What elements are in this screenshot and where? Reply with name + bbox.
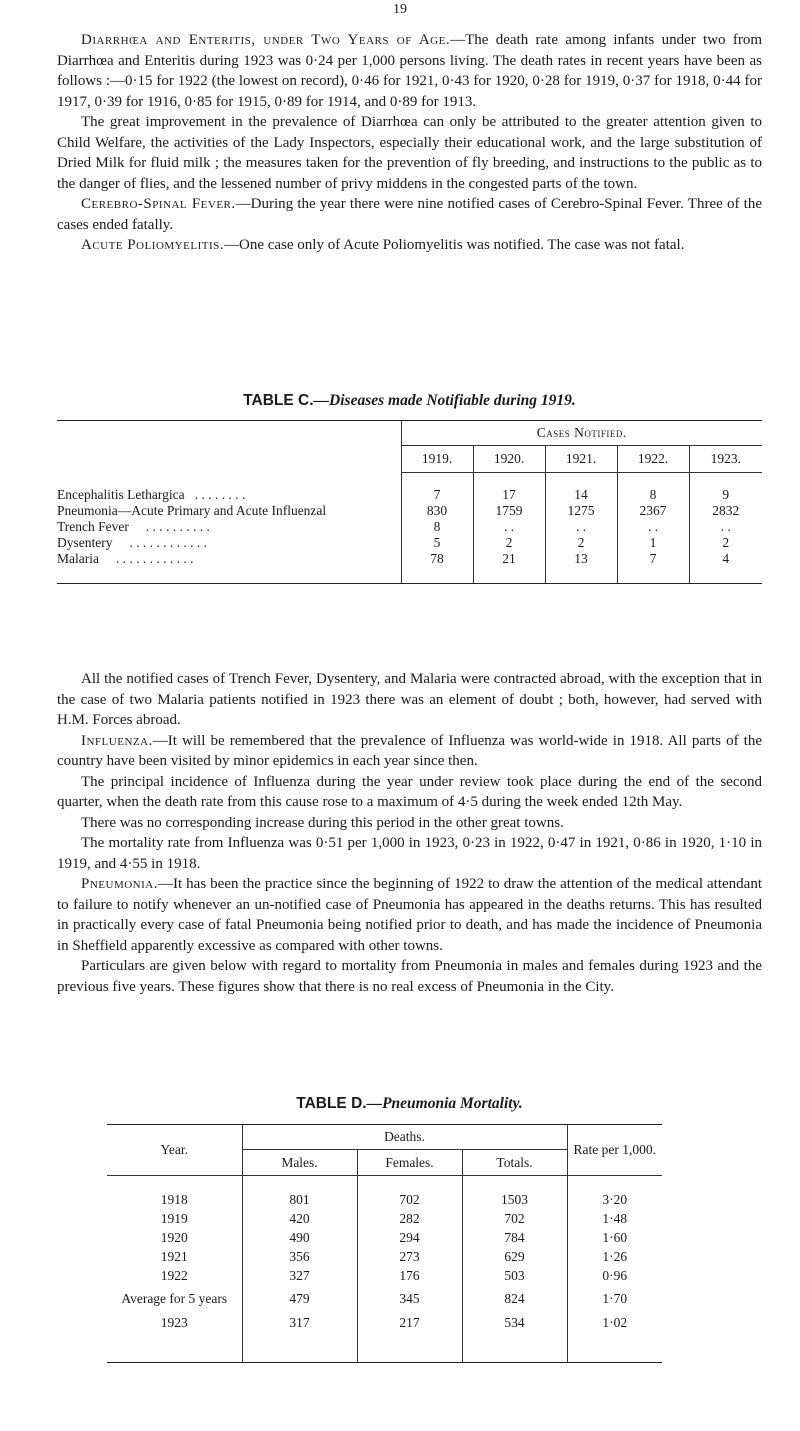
- table-cell: 21: [473, 551, 545, 567]
- table-cell: 830: [401, 503, 473, 519]
- table-cell: 356: [242, 1247, 357, 1266]
- year-cell: 1918: [160, 1191, 188, 1207]
- table-cell: 1·70: [567, 1285, 662, 1313]
- paragraph-influenza: Influenza.—It will be remembered that the prevalence of Influenza was world-wide in 1918. All parts of the country have been visited by minor epidemics in each year since then.: [57, 732, 762, 769]
- table-cell: 17: [473, 487, 545, 503]
- section-heading-influenza: Influenza.: [81, 732, 153, 749]
- year-header: 1922.: [617, 446, 689, 473]
- table-row: [107, 1228, 662, 1247]
- table-cell: . .: [617, 519, 689, 535]
- table-cell: 327: [242, 1266, 357, 1285]
- table-d-caption: TABLE D.—Pneumonia Mortality.: [296, 1095, 523, 1112]
- table-cell: 217: [357, 1313, 462, 1332]
- females-column-header: Females.: [357, 1150, 462, 1176]
- rate-column-header: Rate per 1,000.: [567, 1125, 662, 1176]
- table-cell: 2: [545, 535, 617, 551]
- table-cell: 317: [242, 1313, 357, 1332]
- page-number: 19: [393, 2, 407, 17]
- paragraph-notified-abroad: All the notified cases of Trench Fever, Dysentery, and Malaria were contracted abroad, with the exception that in the case of two Malaria patients notified in 1923 there was an element of doubt ; both, however, had served with H.M. Forces abroad.: [57, 671, 762, 728]
- paragraph-improvement: The great improvement in the prevalence of Diarrhœa can only be attributed to the greater attention given to Child Welfare, the activities of the Lady Inspectors, especially their educational work, and the large substitution of Dried Milk for fluid milk ; the measures taken for the prevention of fly breeding, and instructions to the public as to the danger of flies, and the lessened number of privy middens in the congested parts of the town.: [57, 114, 762, 192]
- row-label: Trench Fever: [57, 518, 129, 534]
- table-cell: . .: [689, 519, 762, 535]
- year-cell: Average for 5 years: [121, 1291, 228, 1306]
- year-header: 1923.: [689, 446, 762, 473]
- table-cell: 1·48: [567, 1209, 662, 1228]
- table-cell: 7: [401, 487, 473, 503]
- table-cell: 801: [242, 1190, 357, 1209]
- row-label: Dysentery: [57, 534, 113, 550]
- year-header: 1920.: [473, 446, 545, 473]
- table-cell: 4: [689, 551, 762, 567]
- table-cell: 534: [462, 1313, 567, 1332]
- paragraph-particulars: Particulars are given below with regard to mortality from Pneumonia in males and females during 1923 and the previous five years. These figures show that there is no real excess of Pneumonia in the City.: [57, 958, 762, 995]
- table-cell: 1·60: [567, 1228, 662, 1247]
- year-cell: 1921: [160, 1248, 188, 1264]
- table-c-caption: TABLE C.—Diseases made Notifiable during 1919.: [243, 392, 576, 409]
- table-cell: 273: [357, 1247, 462, 1266]
- year-header: 1921.: [545, 446, 617, 473]
- table-d: [107, 1124, 662, 1363]
- row-label: Malaria: [57, 550, 99, 566]
- table-row: Encephalitis Lethargica . . . . . . . . 7 17 14 8 9: [57, 487, 762, 503]
- table-cell: 824: [462, 1285, 567, 1313]
- table-row: [107, 1313, 662, 1332]
- table-row: Trench Fever . . . . . . . . . . 8 . . . . . . . .: [57, 519, 762, 535]
- table-cell: 1·02: [567, 1313, 662, 1332]
- table-cell: 1·26: [567, 1247, 662, 1266]
- table-cell: 8: [401, 519, 473, 535]
- table-row: [107, 1285, 662, 1313]
- table-cell: 5: [401, 535, 473, 551]
- table-cell: 2367: [617, 503, 689, 519]
- table-c-group-header-row: [57, 421, 762, 446]
- table-cell: 702: [462, 1209, 567, 1228]
- year-cell: 1923: [160, 1314, 188, 1330]
- paragraph-no-increase: There was no corresponding increase during this period in the other great towns.: [81, 814, 564, 831]
- section-heading-cerebro-spinal: Cerebro-Spinal Fever.: [81, 196, 236, 212]
- table-cell: 9: [689, 487, 762, 503]
- table-cell: 345: [357, 1285, 462, 1313]
- table-row: Dysentery . . . . . . . . . . . . 5 2 2 1 2: [57, 535, 762, 551]
- year-cell: 1922: [160, 1267, 188, 1283]
- table-cell: 2: [473, 535, 545, 551]
- table-c-year-row: [57, 446, 762, 473]
- paragraph-poliomyelitis: Acute Poliomyelitis.—One case only of Acute Poliomyelitis was notified. The case was not fatal.: [81, 237, 685, 253]
- table-row: Malaria . . . . . . . . . . . . 78 21 13 7 4: [57, 551, 762, 567]
- totals-column-header: Totals.: [462, 1150, 567, 1176]
- table-row: [57, 503, 762, 519]
- table-cell: 1275: [545, 503, 617, 519]
- row-label: Encephalitis Lethargica: [57, 486, 185, 502]
- paragraph-influenza-incidence: The principal incidence of Influenza during the year under review took place during the end of the second quarter, when the death rate from this cause rose to a maximum of 4·5 during the week ended 12th May.: [57, 773, 762, 810]
- table-cell: 1759: [473, 503, 545, 519]
- section-heading-poliomyelitis: Acute Poliomyelitis.: [81, 237, 224, 253]
- paragraph-diarrhoea: Diarrhœa and Enteritis, under Two Years of Age.—The death rate among infants under two from Diarrhœa and Enteritis during 1923 was 0·24 per 1,000 persons living. The death rates in recent years have been as follows :—0·15 for 1922 (the lowest on record), 0·46 for 1921, 0·43 for 1920, 0·28 for 1919, 0·37 for 1918, 0·44 for 1917, 0·39 for 1916, 0·85 for 1915, 0·89 for 1914, and 0·89 for 1913.: [57, 32, 763, 110]
- year-cell: 1920: [160, 1229, 188, 1245]
- table-cell: 490: [242, 1228, 357, 1247]
- table-cell: 420: [242, 1209, 357, 1228]
- table-cell: 176: [357, 1266, 462, 1285]
- paragraph-cerebro-spinal: Cerebro-Spinal Fever.—During the year there were nine notified cases of Cerebro-Spinal Fever. Three of the cases ended fatally.: [57, 196, 762, 233]
- table-cell: 629: [462, 1247, 567, 1266]
- cases-notified-header: Cases Notified.: [401, 421, 762, 446]
- males-column-header: Males.: [242, 1150, 357, 1176]
- deaths-header: Deaths.: [242, 1125, 567, 1150]
- table-cell: . .: [473, 519, 545, 535]
- table-cell: 8: [617, 487, 689, 503]
- table-cell: 78: [401, 551, 473, 567]
- table-cell: 784: [462, 1228, 567, 1247]
- table-cell: 503: [462, 1266, 567, 1285]
- paragraph-pneumonia: Pneumonia.—It has been the practice since the beginning of 1922 to draw the attention of the medical attendant to failure to notify whenever an un-notified case of Pneumonia has appeared in the deaths returns. This has resulted in practically every case of fatal Pneumonia being notified prior to death, and has made the incidence of Pneumonia in Sheffield apparently excessive as compared with other towns.: [57, 876, 762, 954]
- table-row: [107, 1190, 662, 1209]
- table-c: [57, 420, 762, 584]
- table-cell: 13: [545, 551, 617, 567]
- table-cell: 2: [689, 535, 762, 551]
- section-heading-diarrhoea: Diarrhœa and Enteritis, under Two Years of Age.: [81, 32, 451, 48]
- table-row: [107, 1247, 662, 1266]
- table-row: [107, 1209, 662, 1228]
- table-cell: 1: [617, 535, 689, 551]
- table-cell: 0·96: [567, 1266, 662, 1285]
- table-cell: 702: [357, 1190, 462, 1209]
- table-cell: 7: [617, 551, 689, 567]
- text-block-2: [57, 669, 762, 997]
- table-row: [107, 1266, 662, 1285]
- row-label: Pneumonia—Acute Primary and Acute Influenzal: [57, 502, 327, 518]
- table-cell: 294: [357, 1228, 462, 1247]
- year-header: 1919.: [401, 446, 473, 473]
- table-cell: 1503: [462, 1190, 567, 1209]
- year-column-header: Year.: [107, 1125, 242, 1176]
- table-cell: 14: [545, 487, 617, 503]
- text-block-1: [57, 30, 762, 256]
- paragraph-mortality-rate: The mortality rate from Influenza was 0·51 per 1,000 in 1923, 0·23 in 1922, 0·47 in 1921, 0·86 in 1920, 1·10 in 1919, and 4·55 in 1918.: [57, 835, 762, 872]
- table-cell: 3·20: [567, 1190, 662, 1209]
- section-heading-pneumonia: Pneumonia.: [81, 876, 158, 892]
- table-cell: 282: [357, 1209, 462, 1228]
- table-cell: 479: [242, 1285, 357, 1313]
- table-cell: 2832: [689, 503, 762, 519]
- year-cell: 1919: [160, 1210, 188, 1226]
- table-cell: . .: [545, 519, 617, 535]
